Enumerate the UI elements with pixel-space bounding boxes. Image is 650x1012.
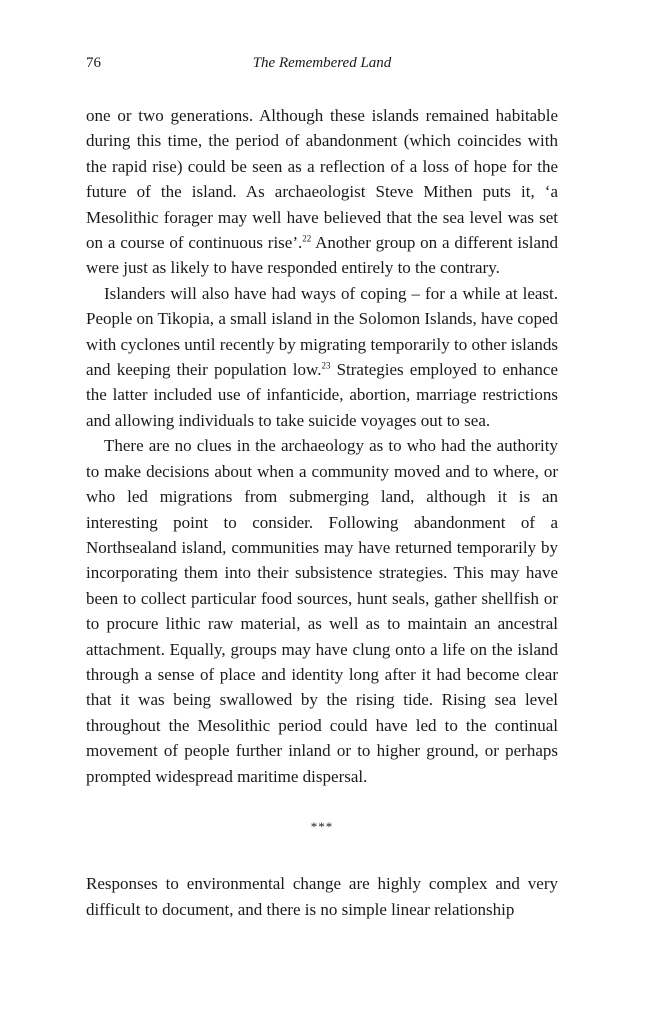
- paragraph-4: Responses to environmental change are highly complex and very difficult to document, and there is no simple linear relationship: [86, 874, 558, 919]
- paragraph-1-text-b: Another group on a different island were just as likely to have responded entirely to the contrary.: [86, 233, 559, 278]
- page-number: 76: [86, 55, 101, 71]
- running-title: The Remembered Land: [252, 55, 392, 71]
- footnote-ref-22: 22: [302, 233, 312, 244]
- paragraph-1: [86, 103, 558, 281]
- paragraph-2: [86, 281, 558, 433]
- body-text: [86, 103, 558, 922]
- paragraph-1-text-a: one or two generations. Although these islands remained habitable during this time, the period of abandonment (which coincides with the rapid rise) could be seen as a reflection of a loss of hope for the future of the island. As archaeologist Steve Mithen puts it, ‘a Mesolithic forager may well have believed that the sea level was set on a course of continuous rise’.: [86, 106, 558, 253]
- footnote-ref-23: 23: [321, 360, 331, 371]
- paragraph-2-text-b: Strategies employed to enhance the latter included use of infanticide, abortion, marriage restrictions and allowing individuals to take suicide voyages out to sea.: [86, 360, 559, 430]
- paragraph-3: There are no clues in the archaeology as to who had the authority to make decisions about when a community moved and to where, or who led migrations from submerging land, although it is an interesting point to consider. Following abandonment of a Northsealand island, communities may have returned temporarily by incorporating them into their subsistence strategies. This may have been to collect particular food sources, hunt seals, gather shellfish or to procure lithic raw material, as well as to maintain an ancestral attachment. Equally, groups may have clung onto a life on the island through a sense of place and identity long after it had become clear that it was being swallowed by the rising tide. Rising sea level throughout the Mesolithic period could have led to the continual movement of people further inland or to higher ground, or perhaps prompted widespread maritime dispersal.: [86, 436, 558, 786]
- section-break: ***: [310, 818, 334, 834]
- paragraph-2-text-a: Islanders will also have had ways of coping – for a while at least. People on Tikopia, a small island in the Solomon Islands, have coped with cyclones until recently by migrating temporarily to other islands and keeping their population low.: [86, 283, 558, 380]
- running-head: [86, 55, 558, 77]
